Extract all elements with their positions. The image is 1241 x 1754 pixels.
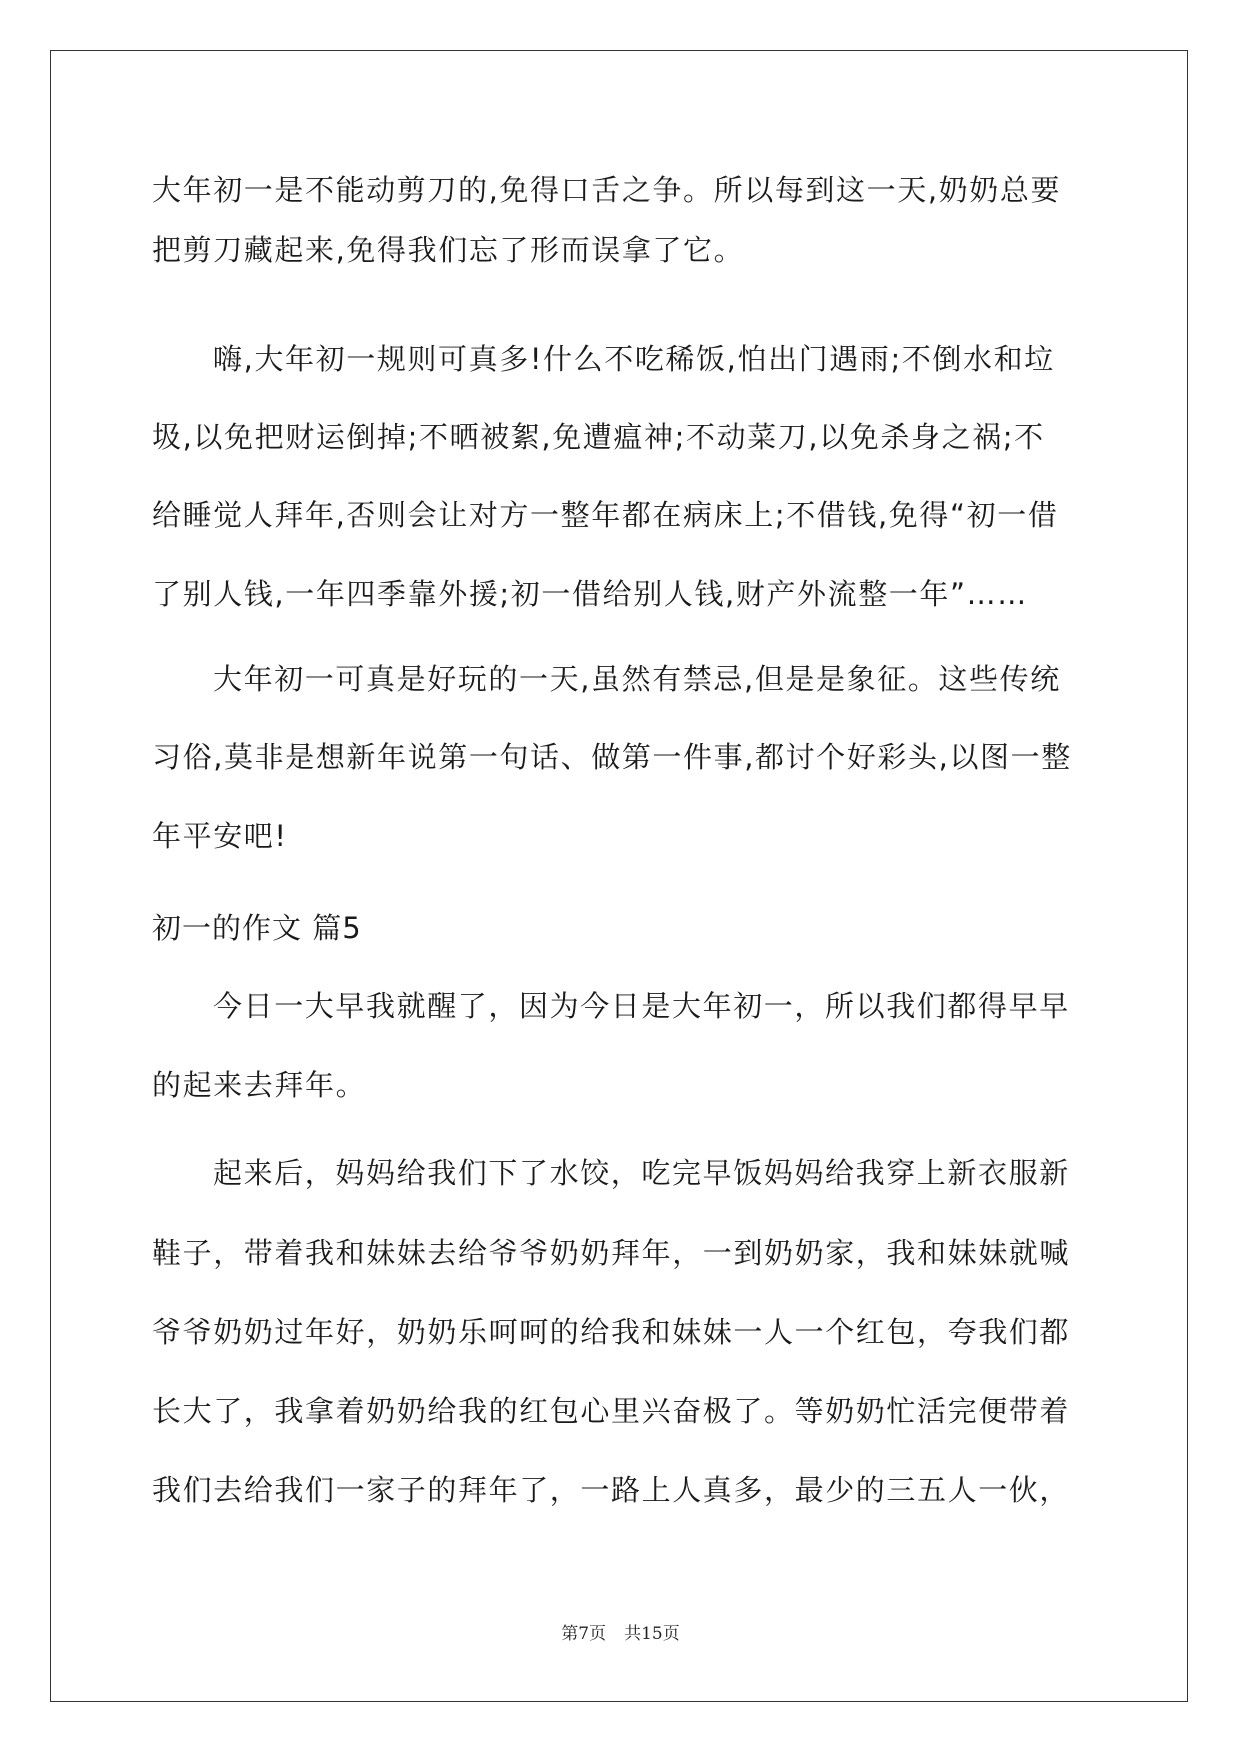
- text-line: 了别人钱,一年四季靠外援;初一借给别人钱,财产外流整一年”……: [152, 577, 1028, 611]
- text-line: 圾,以免把财运倒掉;不晒被絮,免遭瘟神;不动菜刀,以免杀身之祸;不: [152, 420, 1045, 454]
- text-line: 大年初一是不能动剪刀的,免得口舌之争。所以每到这一天,奶奶总要: [152, 173, 1062, 207]
- text-line: 鞋子，带着我和妹妹去给爷爷奶奶拜年，一到奶奶家，我和妹妹就喊: [152, 1236, 1071, 1270]
- text-line: 年平安吧!: [152, 819, 288, 853]
- text-line: 大年初一可真是好玩的一天,虽然有禁忌,但是是象征。这些传统: [213, 662, 1061, 696]
- page-number: 第7页: [561, 1624, 607, 1644]
- text-line: 给睡觉人拜年,否则会让对方一整年都在病床上;不借钱,免得“初一借: [152, 498, 1059, 532]
- text-line: 起来后，妈妈给我们下了水饺，吃完早饭妈妈给我穿上新衣服新: [213, 1156, 1070, 1190]
- text-line: 爷爷奶奶过年好，奶奶乐呵呵的给我和妹妹一人一个红包，夸我们都: [152, 1315, 1071, 1349]
- text-line: 的起来去拜年。: [152, 1068, 367, 1102]
- text-line: 嗨,大年初一规则可真多!什么不吃稀饭,怕出门遇雨;不倒水和垃: [213, 342, 1055, 376]
- text-line: 习俗,莫非是想新年说第一句话、做第一件事,都讨个好彩头,以图一整: [152, 740, 1072, 774]
- page-footer: [0, 1626, 1241, 1643]
- page-total: 共15页: [624, 1624, 680, 1644]
- text-line: 长大了，我拿着奶奶给我的红包心里兴奋极了。等奶奶忙活完便带着: [152, 1394, 1071, 1428]
- text-line: 今日一大早我就醒了，因为今日是大年初一，所以我们都得早早: [213, 989, 1070, 1023]
- page-border: [50, 50, 1188, 1702]
- text-line: 把剪刀藏起来,免得我们忘了形而误拿了它。: [152, 233, 745, 267]
- section-heading: 初一的作文 篇5: [152, 911, 362, 945]
- text-line: 我们去给我们一家子的拜年了，一路上人真多，最少的三五人一伙，: [152, 1473, 1071, 1507]
